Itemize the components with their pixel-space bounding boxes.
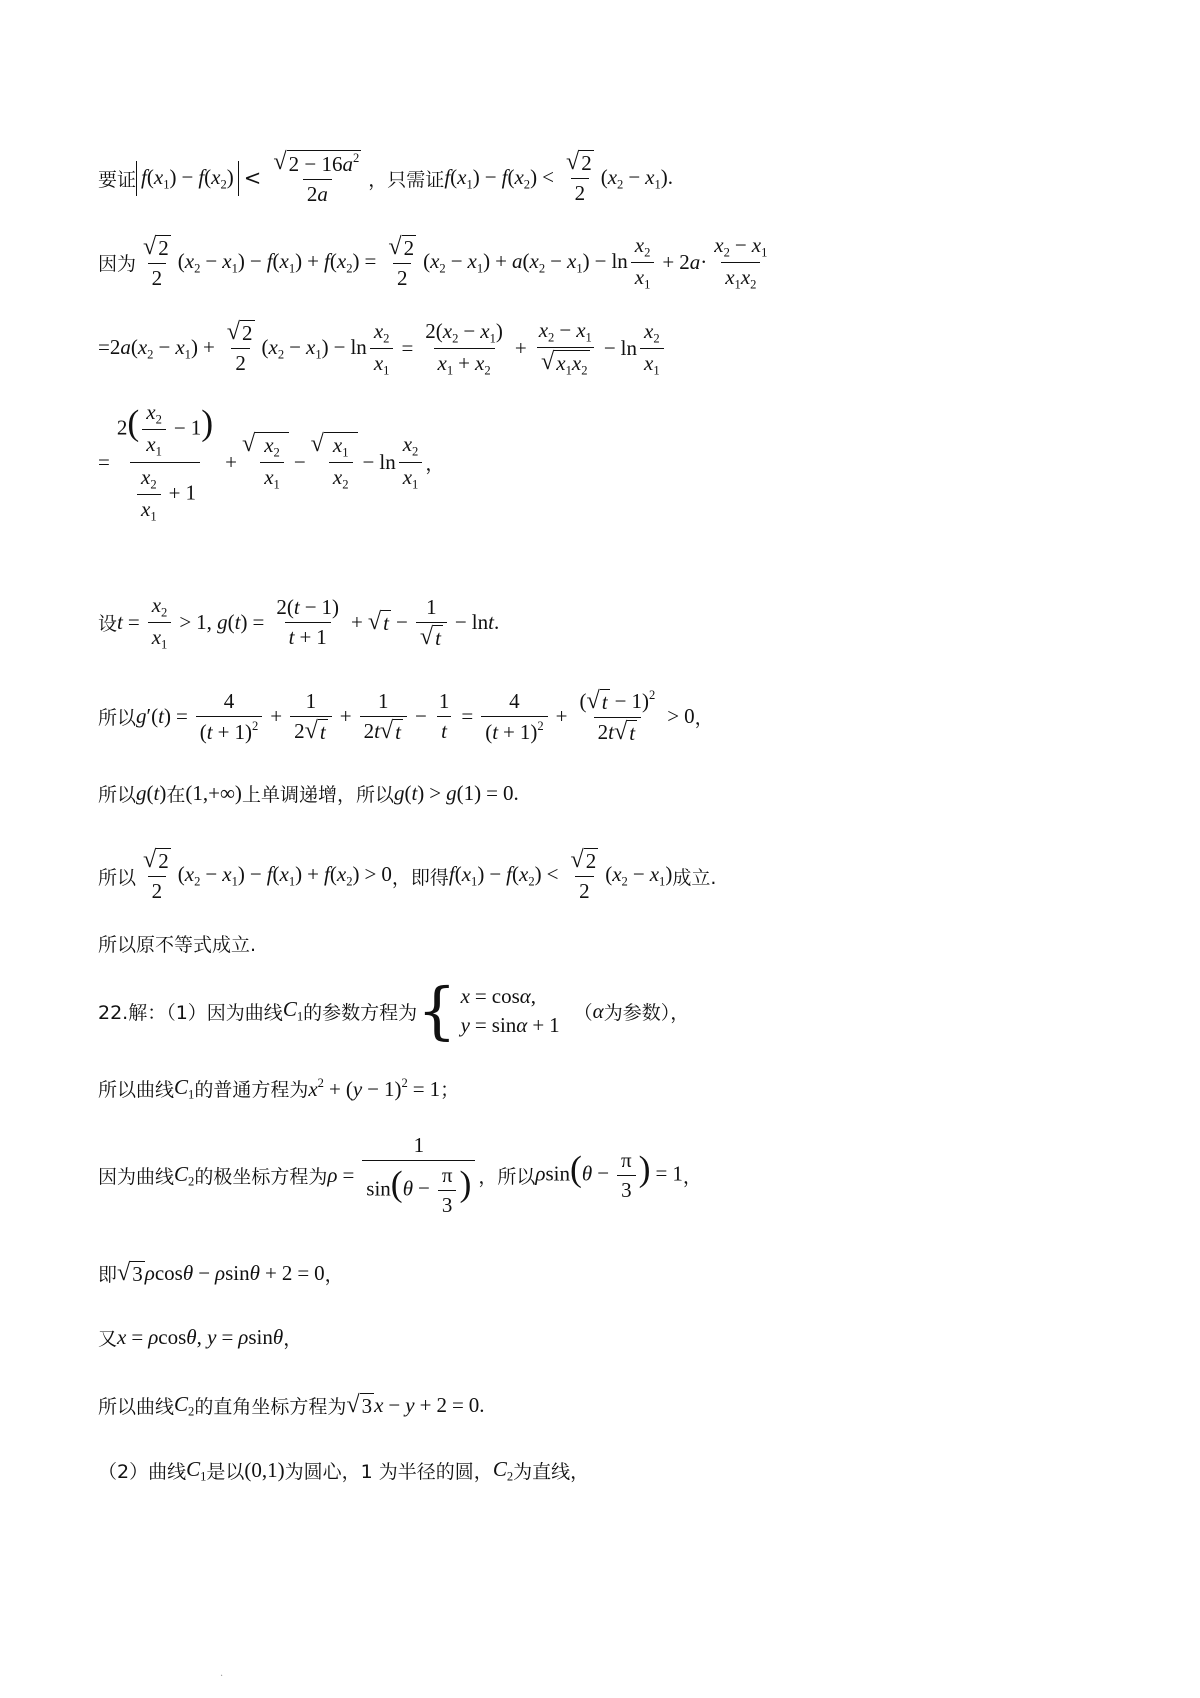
text: 的参数方程为 — [303, 1001, 418, 1024]
text: 为圆心，1 为半径的圆， — [284, 1461, 493, 1484]
text: 所以 — [98, 866, 137, 889]
line-7: 所以 g(t) 在 (1,+∞) 上单调递增，所以 g(t) > g(1) = 0. — [98, 781, 519, 806]
line-14: 又 x = ρcosθ, y = ρsinθ ， — [98, 1325, 303, 1350]
text: 即 — [98, 1264, 118, 1286]
line-15: 所以曲线 $C_2$ 的直角坐标方程为 √ 3 x − y + 2 = 0. — [98, 1390, 485, 1419]
line-16: （2）曲线 $C_1$ 是以 (0,1) 为圆心，1 为半径的圆， $C_2$ 为直线， — [98, 1457, 590, 1484]
line-10: 22.解：（1）因为曲线 $C_1$ 的参数方程为 { x = cosα, y = sinα + 1 （ α 为参数）， — [98, 974, 690, 1047]
line-11: 所以曲线 $C_1$ 的普通方程为 $x^2 + (y - 1)^2 = 1$ ； — [98, 1075, 460, 1102]
text: 是以 — [206, 1461, 245, 1484]
line-13: 即 √ 3 ρcosθ − ρsinθ + 2 = 0 ， — [98, 1258, 344, 1286]
line-2: 因为 √ 2 2 $(x_2 - x_1) - f(x_1) + f(x_2)$ = √ 2 2 $(x_2 - x_1) + a(x_2 - x_1) - \ln$ $\frac{x_2}{x_1}$ + 2a· $\frac{x_2 - x_1}{x_1x_2}$ — [98, 232, 768, 292]
text: 在 — [166, 784, 186, 806]
line-1: 要证 $f(x_1) - f(x_2)$ < √ $2 - 16a^2$ 2a ，只需证 $f(x_1) - f(x_2)$ < √ 2 2 $(x_2 - x_1)$. — [98, 148, 674, 206]
line-8: 所以 √ 2 2 $(x_2 - x_1) - f(x_1) + f(x_2) > 0$ ，即得 $f(x_1) - f(x_2)$ < √ 2 2 $(x_2 - x_1)$ 成立. — [98, 846, 717, 903]
line-3: $=2a(x_2 - x_1)$ + √ 2 2 $(x_2 - x_1) - \ln$ $\frac{x_2}{x_1}$ = $\frac{2(x_2 - x_1)}{x_1 + x_2}$ + $x_2 - x_1$ √ $x_1x_2$ − ln $\frac{x_2}{x_1}$ — [98, 318, 667, 379]
line-9 — [98, 930, 256, 957]
text: （ — [573, 1001, 593, 1024]
text: 要证 — [98, 168, 137, 191]
text: 成立. — [672, 866, 717, 889]
text: 上单调递增，所以 — [241, 784, 394, 806]
text: 所以 — [98, 707, 137, 730]
text: 22.解：（1）因为曲线 — [98, 1001, 283, 1024]
text: ，只需证 — [368, 168, 445, 191]
text: ，所以 — [478, 1166, 536, 1188]
text: 为直线， — [513, 1461, 590, 1484]
text: 设 — [98, 613, 118, 636]
text: 的普通方程为 — [194, 1079, 309, 1102]
text: 的极坐标方程为 — [194, 1166, 328, 1188]
line-6: 所以 g′(t) = $\frac{4}{(t + 1)^2}$ + 1 2 √ t + 1 2t √ t − $\frac{1}{t}$ = $\frac{4}{(t + 1)^2}$ + ( √ t − 1)$^2$ 2t √ t > 0 ， — [98, 686, 714, 745]
text: 因为 — [98, 253, 137, 276]
text: 的直角坐标方程为 — [194, 1396, 347, 1419]
text: 所以 — [98, 784, 137, 806]
text: ，即得 — [391, 866, 449, 889]
text: 又 — [98, 1328, 118, 1350]
math-abs: $f(x_1) - f(x_2)$ — [136, 161, 239, 196]
line-12: 因为曲线 $C_2$ 的极坐标方程为 ρ = 1 sin(θ − $\frac{\pi}{3}$ ) ，所以 ρsin(θ − $\frac{\pi}{3}$ ) = 1 ， — [98, 1133, 702, 1217]
math-frac: √ $2 - 16a^2$ 2a — [273, 148, 360, 206]
text: 所以原不等式成立. — [98, 934, 257, 956]
text: 为参数）， — [603, 1001, 690, 1024]
line-4: = 2( $\frac{x_2}{x_1}$ − 1) $\frac{x_2}{x_1}$ + 1 + √ $\frac{x_2}{x_1}$ − √ $\frac{x_1}{x_2}$ − ln $\frac{x_2}{x_1}$ ， — [98, 400, 445, 524]
math-cases: { x = cosα, y = sinα + 1 — [417, 974, 560, 1047]
text: 所以曲线 — [98, 1079, 175, 1102]
math-frac: √ 2 2 — [565, 148, 592, 206]
text: （2）曲线 — [98, 1461, 187, 1484]
text: 因为曲线 — [98, 1166, 175, 1188]
line-5: 设 t = $\frac{x_2}{x_1}$ > 1, g(t) = $\frac{2(t - 1)}{t + 1}$ + √ t − 1 √ t − lnt. — [98, 593, 500, 652]
page-mark: . — [220, 1668, 224, 1679]
text: 所以曲线 — [98, 1396, 175, 1419]
